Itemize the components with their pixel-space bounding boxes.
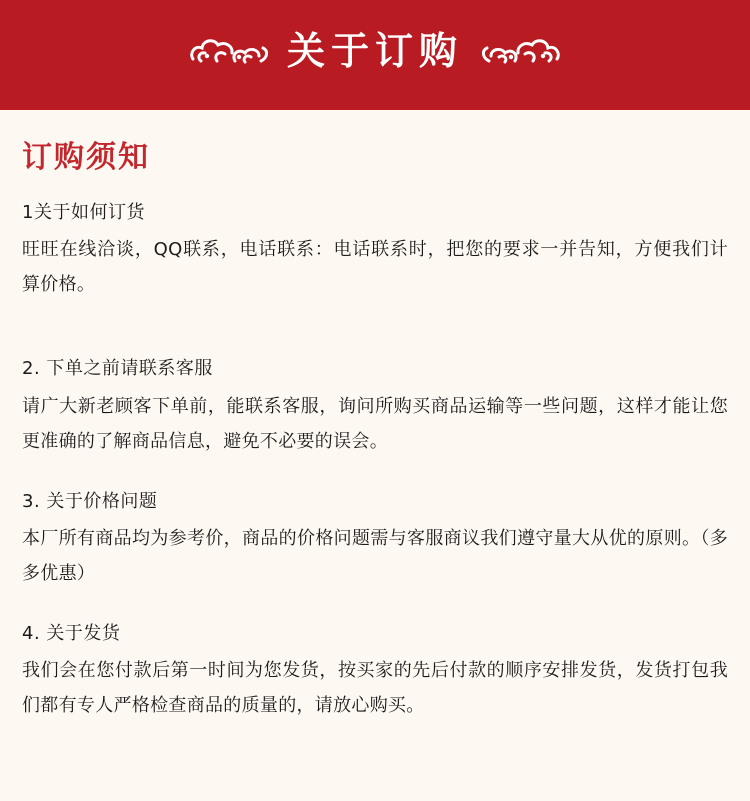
cloud-ornament-left-icon bbox=[187, 31, 273, 71]
cloud-ornament-right-icon bbox=[477, 31, 563, 71]
banner-title: 关于订购 bbox=[286, 29, 463, 73]
notice-heading: 3. 关于价格问题 bbox=[22, 490, 158, 512]
page-title: 订购须知 bbox=[22, 140, 150, 175]
notice-heading: 1关于如何订货 bbox=[22, 202, 145, 223]
notice-block-3 bbox=[22, 485, 728, 591]
notice-body: 旺旺在线洽谈，QQ联系，电话联系：电话联系时，把您的要求一并告知，方便我们计算价格。 bbox=[22, 239, 728, 296]
notice-heading: 2. 下单之前请联系客服 bbox=[22, 358, 213, 380]
notice-content bbox=[0, 110, 750, 724]
page-banner bbox=[0, 0, 750, 110]
block-spacer bbox=[22, 328, 728, 352]
notice-body: 请广大新老顾客下单前，能联系客服，询问所购买商品运输等一些问题，这样才能让您更准确的了解商品信息，避免不必要的误会。 bbox=[22, 395, 728, 452]
notice-body: 我们会在您付款后第一时间为您发货，按买家的先后付款的顺序安排发货，发货打包我们都有专人严格检查商品的质量的，请放心购买。 bbox=[22, 660, 728, 717]
notice-heading: 4. 关于发货 bbox=[22, 623, 121, 645]
notice-body: 本厂所有商品均为参考价，商品的价格问题需与客服商议我们遵守量大从优的原则。（多多优惠） bbox=[22, 527, 728, 585]
notice-block-4 bbox=[22, 617, 728, 723]
banner-inner bbox=[187, 31, 563, 71]
notice-block-1 bbox=[22, 196, 728, 302]
notice-block-2 bbox=[22, 352, 728, 458]
